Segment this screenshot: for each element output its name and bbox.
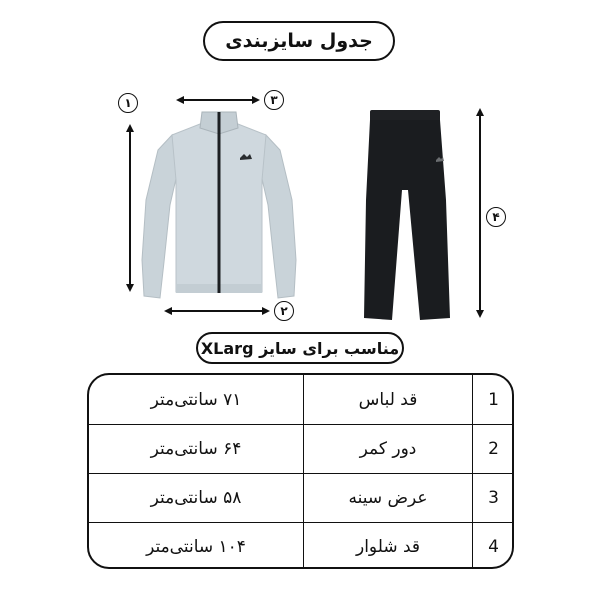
marker-4: ۴ — [486, 207, 506, 227]
marker-3: ۳ — [264, 90, 284, 110]
marker-2: ۲ — [274, 301, 294, 321]
row-index: 2 — [472, 425, 514, 473]
row-value: ۷۱ سانتی‌متر — [150, 389, 242, 410]
fit-size-label: مناسب برای سایز XLarg — [196, 332, 404, 364]
row-value: ۶۴ سانتی‌متر — [150, 439, 242, 459]
table-row — [89, 522, 512, 569]
row-label: قد شلوار — [303, 523, 472, 569]
table-row — [89, 375, 512, 424]
marker-1: ۱ — [118, 93, 138, 113]
table-row — [89, 424, 512, 473]
size-table — [87, 373, 514, 569]
row-label: دور کمر — [303, 425, 472, 473]
jacket-image — [142, 112, 296, 298]
row-value: ۵۸ سانتی‌متر — [150, 488, 242, 508]
row-index: 1 — [472, 375, 514, 424]
row-index: 3 — [472, 474, 514, 522]
row-label: عرض سینه — [303, 474, 472, 522]
row-index: 4 — [472, 523, 514, 569]
size-chart-title: جدول سایزبندی — [203, 21, 395, 61]
table-row — [89, 473, 512, 522]
row-value: ۱۰۴ سانتی‌متر — [146, 537, 246, 557]
pants-image — [364, 110, 450, 320]
row-label: قد لباس — [303, 375, 472, 424]
